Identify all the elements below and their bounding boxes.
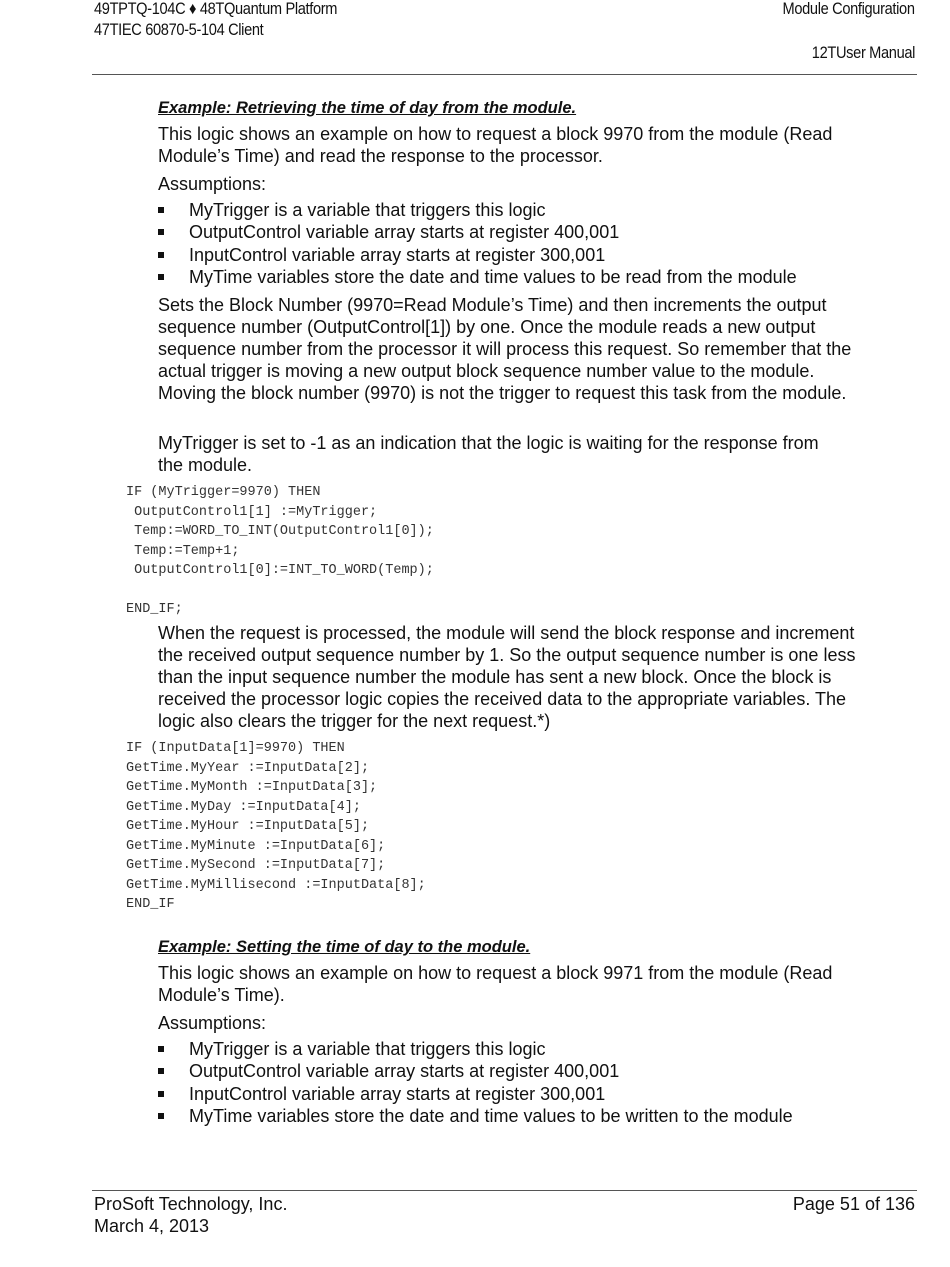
list-item: InputControl variable array starts at register 300,001 (158, 244, 878, 266)
assumptions-list (158, 1038, 878, 1128)
bullet-square-icon (158, 1068, 164, 1074)
bullet-square-icon (158, 1046, 164, 1052)
footer-company: ProSoft Technology, Inc. (94, 1194, 288, 1214)
section-heading-set-time: Example: Setting the time of day to the module. (158, 938, 531, 956)
bullet-square-icon (158, 274, 164, 280)
bullet-square-icon (158, 229, 164, 235)
assumptions-label: Assumptions: (158, 174, 267, 194)
header-protocol: 47TIEC 60870-5-104 Client (94, 20, 264, 39)
bullet-square-icon (158, 207, 164, 213)
assumptions-list (158, 199, 878, 289)
paragraph-trigger: MyTrigger is set to -1 as an indication that the logic is waiting for the response from the module. (158, 433, 819, 475)
paragraph-intro-retrieve: This logic shows an example on how to request a block 9970 from the module (Read Module’s Time) and read the response to the processor. (158, 124, 833, 166)
list-item: MyTrigger is a variable that triggers this logic (158, 199, 878, 221)
list-item: OutputControl variable array starts at register 400,001 (158, 221, 878, 243)
paragraph-intro-set: This logic shows an example on how to request a block 9971 from the module (Read Module’s Time). (158, 963, 833, 1005)
paragraph-response: When the request is processed, the module will send the block response and increment the received output sequence number by 1. So the output sequence number is one less than the input sequence number the module has sent a new block. Once the block is received the processor logic copies the received data to the appropriate variables. The logic also clears the trigger for the next request.*) (158, 623, 856, 731)
list-item: OutputControl variable array starts at register 400,001 (158, 1060, 878, 1082)
code-block-response: IF (InputData[1]=9970) THEN GetTime.MyYear :=InputData[2]; GetTime.MyMonth :=InputData[3]; GetTime.MyDay :=InputData[4]; GetTime.MyHour :=InputData[5]; GetTime.MyMinute :=InputData[6]; GetTime.MySecond :=InputData[7]; GetTime.MyMillisecond :=InputData[8]; END_IF (126, 741, 426, 912)
header-manual-type: 12TUser Manual (811, 43, 915, 62)
paragraph-block-number: Sets the Block Number (9970=Read Module’s Time) and then increments the output sequence number (OutputControl[1]) by one. Once the module reads a new output sequence number from the processor it will process this request. So remember that the actual trigger is moving a new output block sequence number value to the module. Moving the block number (9970) is not the trigger to request this task from the module. (158, 295, 852, 403)
section-heading-retrieve-time: Example: Retrieving the time of day from the module. (158, 99, 577, 117)
footer-date: March 4, 2013 (94, 1216, 210, 1236)
header-product: 49TPTQ-104C ♦ 48TQuantum Platform (94, 0, 338, 18)
bullet-square-icon (158, 252, 164, 258)
list-item: MyTime variables store the date and time values to be written to the module (158, 1105, 878, 1127)
footer-rule (92, 1190, 917, 1191)
bullet-square-icon (158, 1091, 164, 1097)
header-chapter: Module Configuration (782, 0, 915, 18)
code-block-request: IF (MyTrigger=9970) THEN OutputControl1[1] :=MyTrigger; Temp:=WORD_TO_INT(OutputControl1[0]); Temp:=Temp+1; OutputControl1[0]:=INT_TO_WORD(Temp); END_IF; (126, 485, 434, 617)
header-rule (92, 74, 917, 75)
bullet-square-icon (158, 1113, 164, 1119)
list-item: MyTime variables store the date and time values to be read from the module (158, 266, 878, 288)
list-item: InputControl variable array starts at register 300,001 (158, 1083, 878, 1105)
footer-page-number: Page 51 of 136 (792, 1194, 915, 1214)
assumptions-label: Assumptions: (158, 1013, 267, 1033)
list-item: MyTrigger is a variable that triggers this logic (158, 1038, 878, 1060)
